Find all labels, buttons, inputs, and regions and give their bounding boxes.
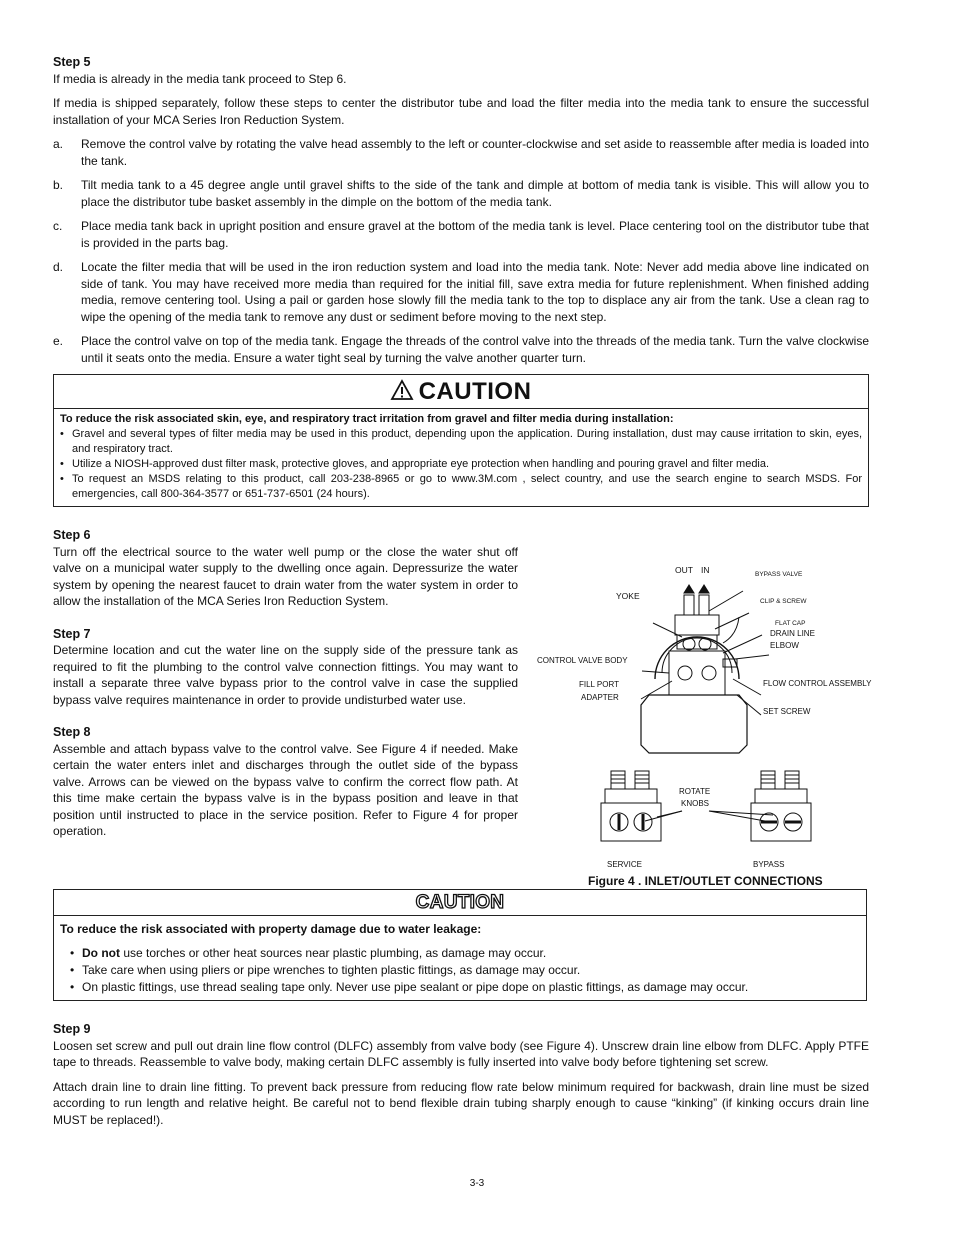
label-fill-port: FILL PORT [579, 680, 620, 689]
list-item: a. Remove the control valve by rotating the valve head assembly to the left or counter-clockwise and set aside to reassemble after media is loaded into the tank. [53, 137, 869, 168]
step9-heading: Step 9 [53, 1022, 91, 1036]
inlet-outlet-diagram [537, 549, 882, 869]
step9: Step 9 Loosen set screw and pull out drain line flow control (DLFC) assembly from valve body (see Figure 4). Unscrew drain line elbow from DLFC. Apply PTFE tape to threads. Reassemble to valve body, making certain DLFC assembly is fully inserted into valve body before tightening set screw. Attach drain line to drain line fitting. To prevent back pressure from reducing flow rate below minimum required for backwash, drain line must be sized according to run length and relative height. Be careful not to bend flexible drain tubing sharply enough to cause “kinking” (if kinking occurs drain line MUST be replaced!). [53, 1022, 869, 1127]
caution-intro: To reduce the risk associated with property damage due to water leakage: [60, 922, 482, 936]
label-adapter: ADAPTER [581, 693, 619, 702]
step7: Step 7 Determine location and cut the water line on the supply side of the pressure tank as required to fit the plumbing to the control valve connection fittings. You may want to install a separate three valve bypass prior to the control valve in case the supplied bypass valve requires maintenance in order to provide undisturbed water use. [53, 626, 518, 707]
step6: Step 6 Turn off the electrical source to the water well pump or the close the water shut off valve on a municipal water supply to the dwelling once again. Depressurize the water system by opening the nearest faucet to drain water from the water system in order to allow the installation of the MCA Series Iron Reduction System. [53, 528, 518, 608]
step8-heading: Step 8 [53, 725, 91, 739]
step5-list [53, 136, 869, 366]
list-item: • Utilize a NIOSH-approved dust filter mask, protective gloves, and appropriate eye protection when handling and pouring gravel and filter media. [60, 458, 770, 470]
label-rotate: ROTATE [679, 787, 711, 796]
caution-box-media [53, 374, 869, 507]
label-control-valve-body: CONTROL VALVE BODY [537, 656, 628, 665]
list-item: b. Tilt media tank to a 45 degree angle until gravel shifts to the side of the tank and dimple at bottom of media tank is visible. This will allow you to place the distributor tube basket assembly in the dimple on the bottom of the media tank. [53, 178, 869, 209]
caution-title: CAUTION [54, 890, 866, 916]
label-clip-screw: CLIP & SCREW [760, 598, 807, 605]
label-drain-line: DRAIN LINE [770, 629, 815, 638]
list-item: c. Place media tank back in upright position and ensure gravel at the bottom of the media tank is level. Place centering tool on the distributor tube that is provided in the parts bag. [53, 219, 869, 250]
step5-paragraph-1: If media is already in the media tank proceed to Step 6. [53, 71, 347, 86]
caution-box-leakage [53, 889, 867, 1001]
page-number: 3-3 [469, 1178, 485, 1189]
list-item: • Gravel and several types of filter media may be used in this product, depending upon the application. During installation, dust may cause irritation to skin, eyes, and respiratory tract. [60, 428, 862, 455]
list-item: • Take care when using pliers or pipe wrenches to tighten plastic fittings, as damage may occur. [70, 963, 581, 977]
step7-heading: Step 7 [53, 626, 91, 641]
label-knobs: KNOBS [681, 799, 710, 808]
label-service: SERVICE [607, 860, 642, 869]
list-item: • On plastic fittings, use thread sealing tape only. Never use pipe sealant or pipe dope on plastic fittings, as damage may occur. [70, 980, 749, 994]
list-item: • To request an MSDS relating to this product, call 203-238-8965 or go to www.3M.com , select country, and use the search engine to search MSDS. For emergencies, call 800-364-3577 or 651-737-6501 (24 hours). [60, 473, 862, 500]
step8: Step 8 Assemble and attach bypass valve to the control valve. See Figure 4 if needed. Make certain the water enters inlet and discharges through the outlet side of the bypass valve. Arrows can be viewed on the bypass valve to confirm the correct flow path. At this time make certain the bypass valve is in the bypass position and leave in that position until instructed to place in the service position. Refer to Figure 4 for proper operation. [53, 725, 518, 838]
label-elbow: ELBOW [770, 641, 799, 650]
caution-bullets [60, 945, 860, 996]
label-yoke: YOKE [616, 591, 640, 601]
caution-bullets [60, 427, 862, 502]
step5-heading: Step 5 [53, 55, 91, 69]
steps-and-figure [53, 527, 872, 888]
label-bypass-valve: BYPASS VALVE [755, 571, 803, 578]
figure-caption: Figure 4 . INLET/OUTLET CONNECTIONS [588, 874, 823, 888]
label-bypass: BYPASS [753, 860, 785, 869]
label-out: OUT [675, 565, 693, 575]
step5-paragraph-2: If media is shipped separately, follow these steps to center the distributor tube and load the filter media into the media tank to ensure the successful installation of your MCA Series Iron Reduction System. [53, 96, 869, 127]
list-item: d. Locate the filter media that will be used in the iron reduction system and load into the media tank. Note: Never add media above line indicated on side of tank. You may have received more media than required for the initial fill, save extra media for future replenishment. When finished adding media, remove centering tool. Using a pail or garden hose slowly fill the media tank to the top to displace any air from the tank. Use a clean rag to wipe the opening of the media tank to remove any dust or sediment before moving to the next step. [53, 260, 869, 324]
caution-intro: To reduce the risk associated skin, eye, and respiratory tract irritation from gravel and filter media during installation: [60, 413, 674, 425]
page-content [53, 54, 872, 1128]
list-item: • Do not use torches or other heat sources near plastic plumbing, as damage may occur. [70, 946, 547, 960]
caution-title: CAUTION [54, 375, 868, 409]
warning-triangle-icon [391, 376, 413, 409]
list-item: e. Place the control valve on top of the media tank. Engage the threads of the control valve into the threads of the media tank. Turn the valve clockwise until it seats onto the media. Ensure a water tight seal by turning the valve another quarter turn. [53, 334, 869, 365]
label-in: IN [701, 565, 710, 575]
label-flat-cap: FLAT CAP [775, 620, 806, 627]
label-set-screw: SET SCREW [763, 707, 811, 716]
label-flow-control: FLOW CONTROL ASSEMBLY [763, 679, 872, 688]
step6-heading: Step 6 [53, 528, 91, 542]
